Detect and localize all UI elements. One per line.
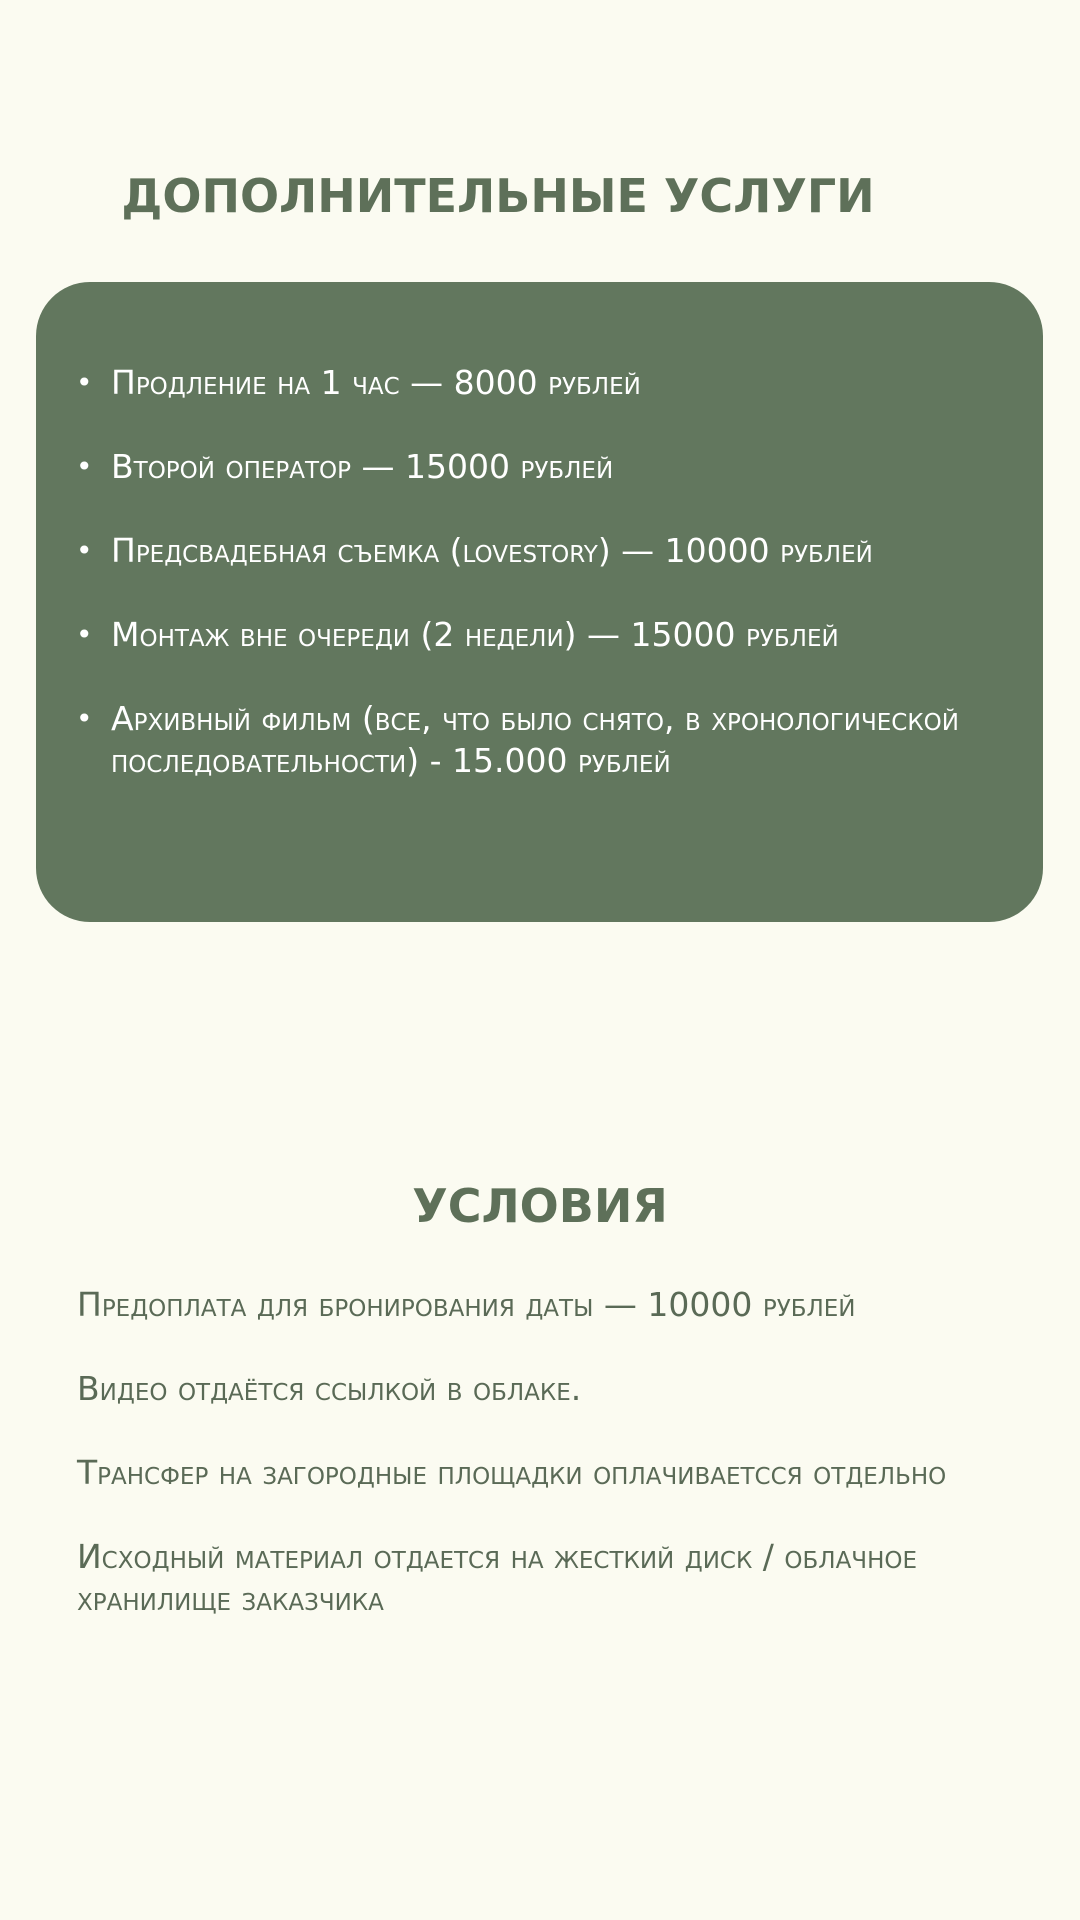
condition-video-delivery: Видео отдаётся ссылкой в облаке.: [77, 1369, 582, 1408]
condition-source-material: Исходный материал отдается на жесткий диск / облачное хранилище заказчика: [77, 1537, 918, 1618]
condition-prepayment: Предоплата для бронирования даты — 10000 рублей: [77, 1285, 856, 1324]
service-item-label: Монтаж вне очереди (2 недели) — 15000 рублей: [111, 615, 839, 654]
service-item-label: Второй оператор — 15000 рублей: [111, 447, 614, 486]
bullet-icon: •: [76, 702, 93, 735]
service-item-archive-film: [76, 698, 1031, 782]
service-item-label: Продление на 1 час — 8000 рублей: [111, 363, 641, 402]
service-item-label: Предсвадебная съемка (lovestory) — 10000 рублей: [111, 531, 873, 570]
conditions-list: [77, 1284, 1037, 1662]
bullet-icon: •: [76, 534, 93, 567]
service-item-second-operator: [76, 446, 1031, 488]
services-list: [76, 362, 1031, 824]
bullet-icon: •: [76, 450, 93, 483]
services-title: ДОПОЛНИТЕЛЬНЫЕ УСЛУГИ: [121, 169, 875, 223]
bullet-icon: •: [76, 366, 93, 399]
service-item-express-editing: [76, 614, 1031, 656]
services-card: [36, 282, 1043, 922]
conditions-title: УСЛОВИЯ: [412, 1179, 668, 1233]
service-item-lovestory: [76, 530, 1031, 572]
service-item-extension: [76, 362, 1031, 404]
bullet-icon: •: [76, 618, 93, 651]
service-item-label: Архивный фильм (все, что было снято, в хронологической последовательности) - 15.000 рублей: [111, 699, 959, 780]
condition-transfer: Трансфер на загородные площадки оплачиваетсся отдельно: [77, 1453, 947, 1492]
